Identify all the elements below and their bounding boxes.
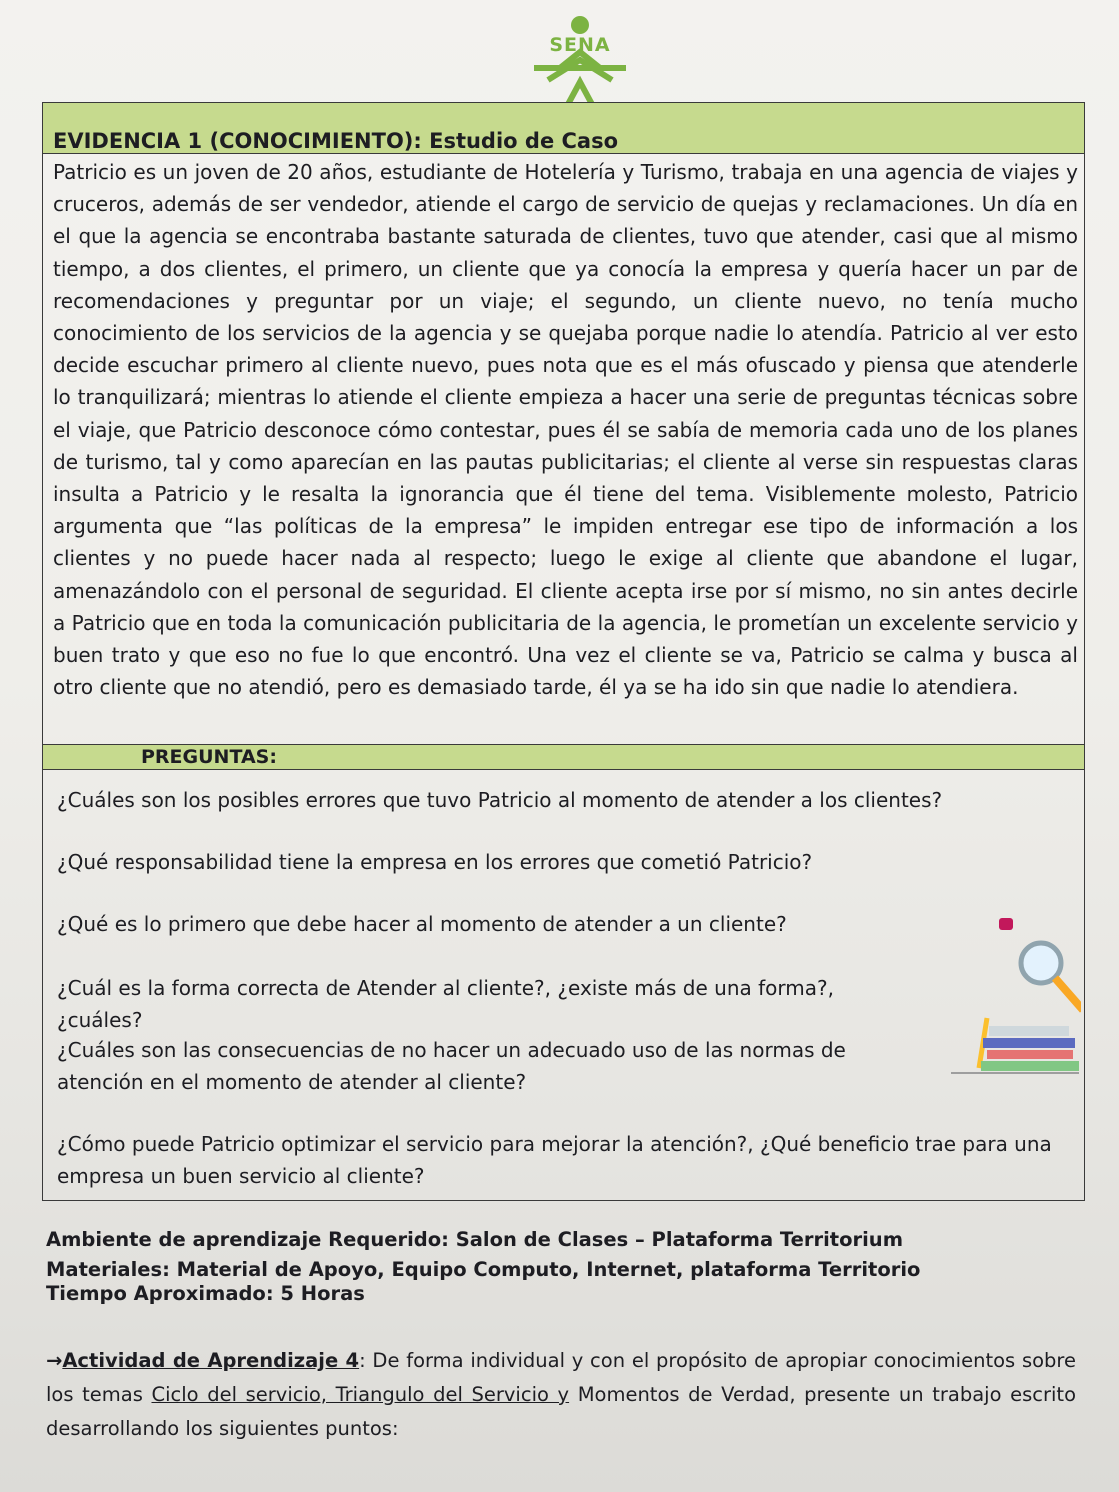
footer-materiales: Materiales: Material de Apoyo, Equipo Computo, Internet, plataforma Territorio — [46, 1258, 921, 1281]
question-1: ¿Cuáles son los posibles errores que tuvo Patricio al momento de atender a los clientes? — [57, 788, 943, 812]
books-magnifier-icon — [911, 908, 1081, 1088]
question-5: ¿Cuáles son las consecuencias de no hacer un adecuado uso de las normas de atención en el momento de atender al cliente? — [57, 1038, 846, 1094]
activity-title: Actividad de Aprendizaje 4 — [62, 1349, 360, 1372]
question-4: ¿Cuál es la forma correcta de Atender al cliente?, ¿existe más de una forma?, ¿cuáles? — [57, 976, 834, 1032]
sena-logo — [530, 12, 640, 112]
questions-header — [43, 745, 1085, 770]
activity-topic-1: Ciclo del servicio, Triangulo del Servicio y — [151, 1383, 570, 1406]
activity-paragraph — [46, 1344, 1076, 1446]
questions-cell — [43, 770, 1085, 1201]
evidence-header — [43, 103, 1085, 154]
books-magnifier-illustration — [911, 908, 1081, 1088]
footer-ambiente: Ambiente de aprendizaje Requerido: Salon de Clases – Plataforma Territorium — [46, 1228, 904, 1251]
sena-logo-icon — [530, 12, 640, 112]
case-story-text: Patricio es un joven de 20 años, estudiante de Hotelería y Turismo, trabaja en una agencia de viajes y cruceros, además de ser vendedor, atiende el cargo de servicio de quejas y reclamaciones. Un día en el que la agencia se encontraba bastante saturada de clientes, tuvo que atender, casi que al mismo tiempo, a dos clientes, el primero, un cliente que ya conocía la empresa y quería hacer un par de recomendaciones y preguntar por un viaje; el segundo, un cliente nuevo, no tenía mucho conocimiento de los servicios de la agencia y se quejaba porque nadie lo atendía. Patricio al ver esto decide escuchar primero al cliente nuevo, pues nota que es el más ofuscado y piensa que atenderle lo tranquilizará; mientras lo atiende el cliente empieza a hacer una serie de preguntas técnicas sobre el viaje, que Patricio desconoce cómo contestar, pues él se sabía de memoria cada uno de los planes de turismo, tal y como aparecían en las pautas publicitarias; el cliente al verse sin respuestas claras insulta a Patricio y le resalta la ignorancia que él tiene del tema. Visiblemente molesto, Patricio argumenta que “las políticas de la empresa” le impiden entregar ese tipo de información a los clientes y no puede hacer nada al respecto; luego le exige al cliente que abandone el lugar, amenazándolo con el personal de seguridad. El cliente acepta irse por sí mismo, no sin antes decirle a Patricio que en toda la comunicación publicitaria de la agencia, le prometían un excelente servicio y buen trato y que eso no fue lo que encontró. Una vez el cliente se va, Patricio se calma y busca al otro cliente que no atendió, pero es demasiado tarde, él ya se ha ido sin que nadie lo atendiera. — [53, 160, 1078, 700]
arrow-icon: → — [46, 1349, 63, 1372]
footer-tiempo: Tiempo Aproximado: 5 Horas — [46, 1282, 365, 1305]
activity-text-after: presente un trabajo escrito desarrollando los siguientes puntos: — [46, 1383, 1077, 1440]
evidence-title: EVIDENCIA 1 (CONOCIMIENTO): Estudio de Caso — [53, 129, 619, 153]
question-3: ¿Qué es lo primero que debe hacer al momento de atender a un cliente? — [57, 912, 787, 936]
questions-title: PREGUNTAS: — [141, 746, 277, 768]
activity-topic-2: Momentos de Verdad, — [577, 1383, 796, 1406]
logo-text: SENA — [549, 34, 611, 56]
case-study-table — [42, 102, 1085, 1201]
activity-text-before: : De forma individual y con el propósito de apropiar conocimientos sobre los temas — [46, 1349, 1076, 1406]
question-6: ¿Cómo puede Patricio optimizar el servicio para mejorar la atención?, ¿Qué beneficio trae para una empresa un buen servicio al cliente? — [57, 1132, 1052, 1188]
case-story-cell — [43, 154, 1085, 745]
question-2: ¿Qué responsabilidad tiene la empresa en los errores que cometió Patricio? — [57, 850, 813, 874]
activity-text-between — [569, 1383, 578, 1406]
